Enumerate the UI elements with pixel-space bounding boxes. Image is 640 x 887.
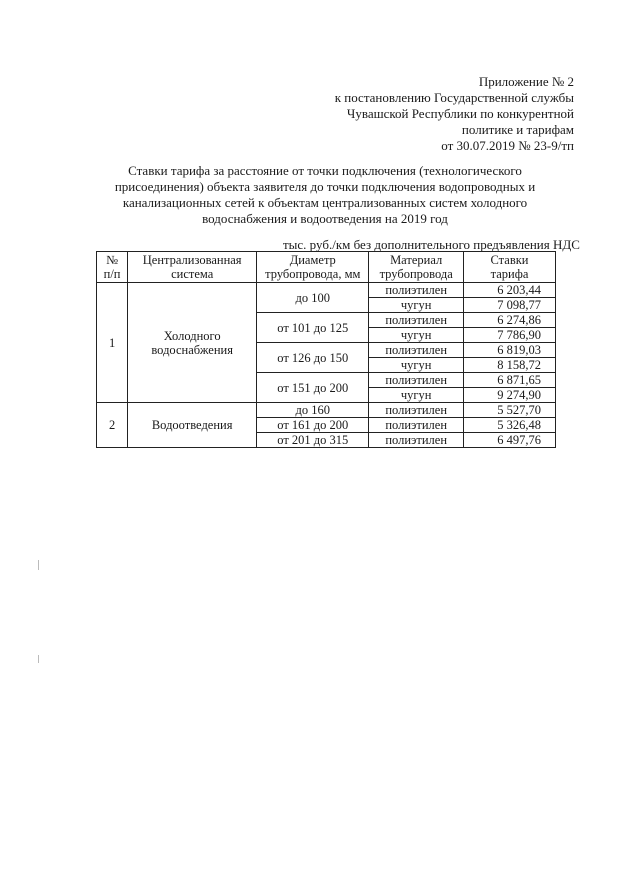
table-row bbox=[97, 283, 556, 298]
rate-cell: 5 326,48 bbox=[464, 418, 556, 433]
material-cell: полиэтилен bbox=[369, 313, 464, 328]
header-num-line2: п/п bbox=[103, 267, 121, 281]
units-note: тыс. руб./км без дополнительного предъявления НДС bbox=[283, 237, 580, 252]
diameter-cell: от 151 до 200 bbox=[257, 373, 369, 403]
material-cell: полиэтилен bbox=[369, 373, 464, 388]
material-cell: полиэтилен bbox=[369, 283, 464, 298]
group-system-line2: водоснабжения bbox=[151, 342, 233, 357]
header-diameter-line2: трубопровода, мм bbox=[265, 267, 361, 281]
header-diameter-line1: Диаметр bbox=[289, 253, 336, 267]
header-rate bbox=[464, 252, 556, 283]
title-line: присоединения) объекта заявителя до точки подключения водопроводных и bbox=[114, 179, 536, 194]
table-header-row bbox=[97, 252, 556, 283]
group-system-line1: Водоотведения bbox=[151, 418, 233, 432]
rate-cell: 8 158,72 bbox=[464, 358, 556, 373]
diameter-cell: от 201 до 315 bbox=[257, 433, 369, 448]
table-row bbox=[97, 403, 556, 418]
rate-cell: 7 786,90 bbox=[464, 328, 556, 343]
group-num: 1 bbox=[97, 283, 128, 403]
group-system bbox=[128, 283, 257, 403]
diameter-cell: до 100 bbox=[257, 283, 369, 313]
material-cell: полиэтилен bbox=[369, 343, 464, 358]
diameter-cell: от 126 до 150 bbox=[257, 343, 369, 373]
appendix-line: от 30.07.2019 № 23-9/тп bbox=[441, 138, 574, 153]
header-material-line2: трубопровода bbox=[379, 267, 453, 281]
appendix-block bbox=[335, 74, 574, 154]
title-line: Ставки тарифа за расстояние от точки подключения (технологического bbox=[128, 163, 522, 178]
rate-cell: 6 274,86 bbox=[464, 313, 556, 328]
header-rate-line2: тарифа bbox=[490, 267, 529, 281]
rate-cell: 6 819,03 bbox=[464, 343, 556, 358]
header-material bbox=[369, 252, 464, 283]
scan-mark bbox=[38, 655, 39, 663]
rate-cell: 9 274,90 bbox=[464, 388, 556, 403]
material-cell: полиэтилен bbox=[369, 433, 464, 448]
material-cell: чугун bbox=[369, 388, 464, 403]
material-cell: полиэтилен bbox=[369, 403, 464, 418]
group-num: 2 bbox=[97, 403, 128, 448]
rate-cell: 5 527,70 bbox=[464, 403, 556, 418]
tariff-table bbox=[96, 251, 556, 448]
diameter-cell: до 160 bbox=[257, 403, 369, 418]
scan-mark bbox=[38, 560, 39, 570]
header-num-line1: № bbox=[106, 253, 119, 267]
title-line: водоснабжения и водоотведения на 2019 год bbox=[202, 211, 448, 226]
header-num bbox=[97, 252, 128, 283]
appendix-line: Чувашской Республики по конкурентной bbox=[346, 106, 574, 121]
header-system bbox=[128, 252, 257, 283]
appendix-line: политике и тарифам bbox=[461, 122, 574, 137]
diameter-cell: от 161 до 200 bbox=[257, 418, 369, 433]
rate-cell: 7 098,77 bbox=[464, 298, 556, 313]
header-rate-line1: Ставки bbox=[490, 253, 529, 267]
header-material-line1: Материал bbox=[390, 253, 443, 267]
group-system bbox=[128, 403, 257, 448]
header-diameter bbox=[257, 252, 369, 283]
rate-cell: 6 203,44 bbox=[464, 283, 556, 298]
title-line: канализационных сетей к объектам централизованных систем холодного bbox=[122, 195, 528, 210]
appendix-line: Приложение № 2 bbox=[478, 74, 574, 89]
document-title bbox=[110, 163, 540, 227]
group-system-line1: Холодного bbox=[163, 328, 221, 343]
rate-cell: 6 497,76 bbox=[464, 433, 556, 448]
material-cell: чугун bbox=[369, 298, 464, 313]
material-cell: полиэтилен bbox=[369, 418, 464, 433]
rate-cell: 6 871,65 bbox=[464, 373, 556, 388]
header-system-line2: система bbox=[171, 267, 214, 281]
appendix-line: к постановлению Государственной службы bbox=[334, 90, 574, 105]
header-system-line1: Централизованная bbox=[142, 253, 242, 267]
material-cell: чугун bbox=[369, 358, 464, 373]
material-cell: чугун bbox=[369, 328, 464, 343]
diameter-cell: от 101 до 125 bbox=[257, 313, 369, 343]
